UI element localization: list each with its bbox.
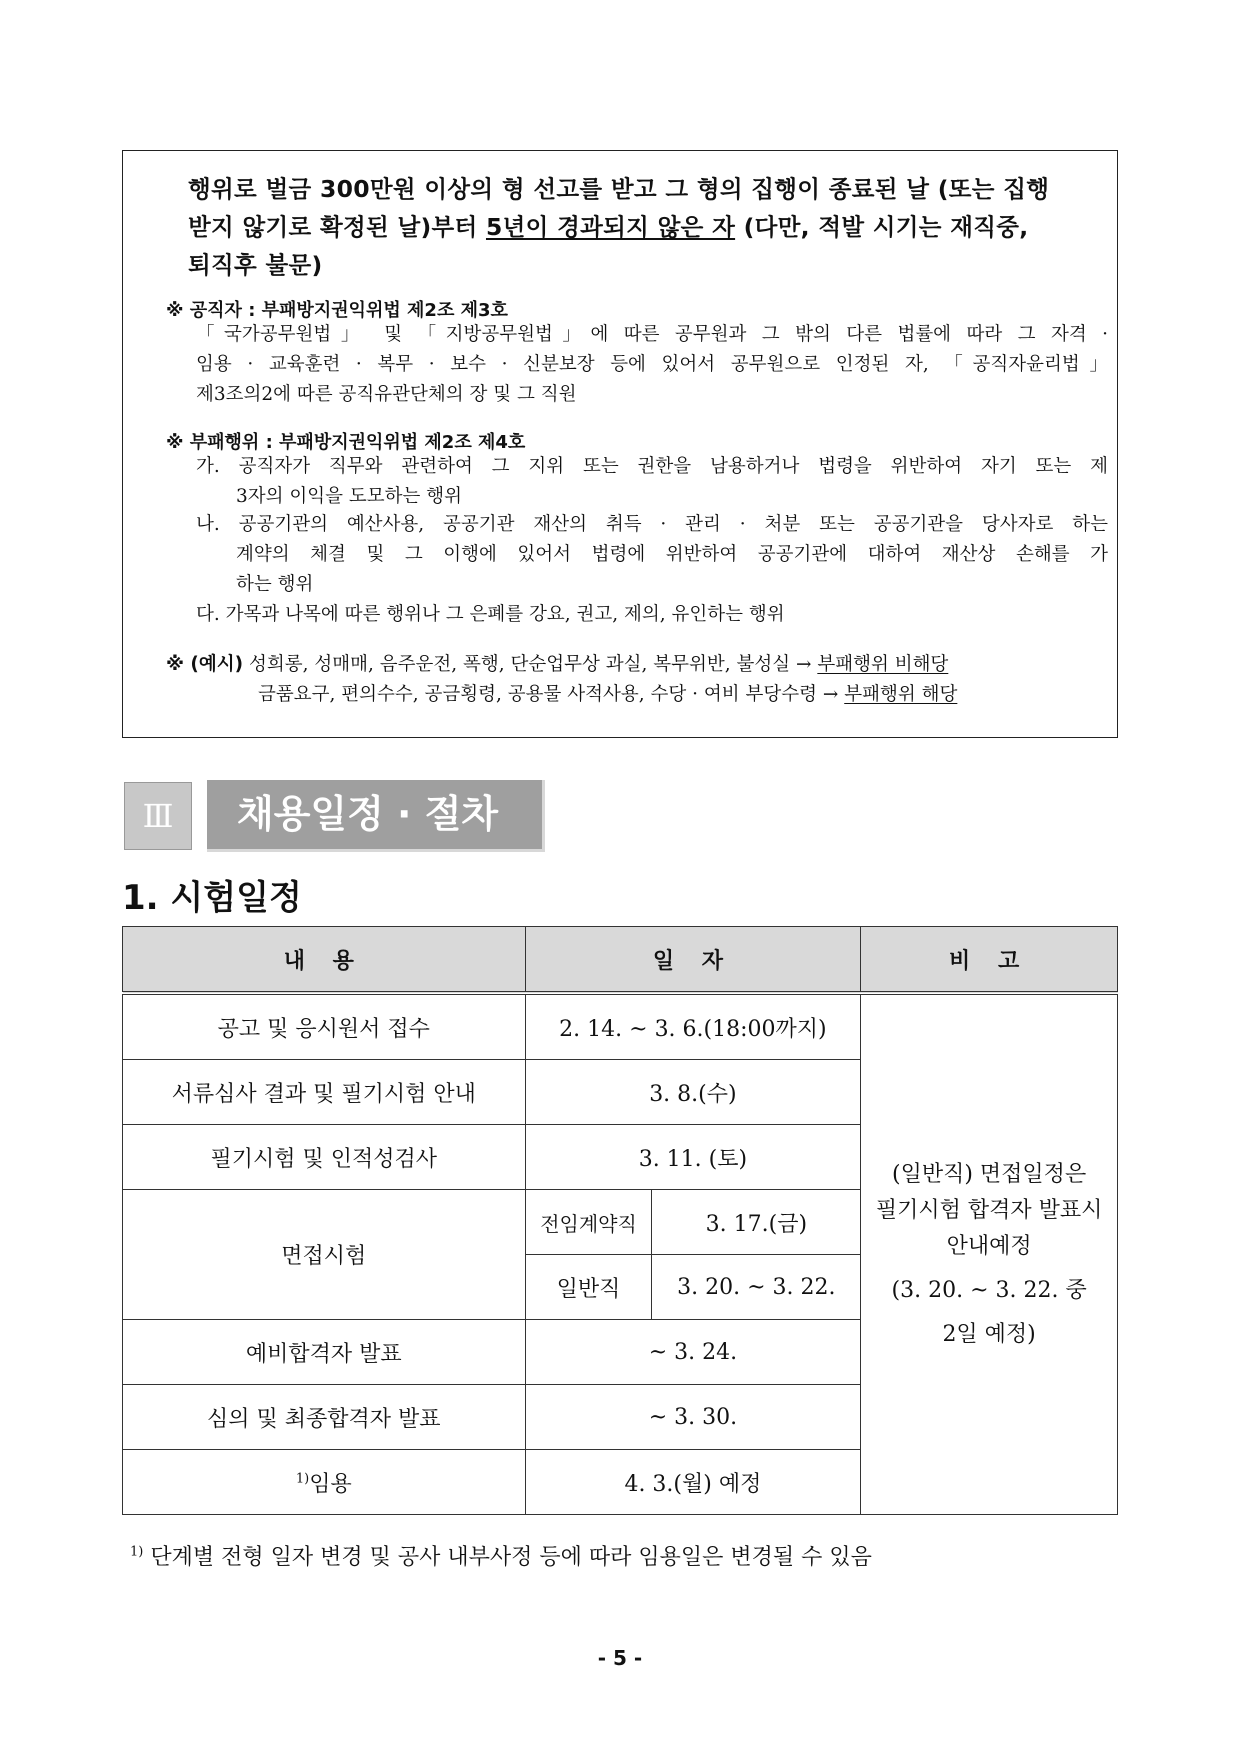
section-title: 채용일정 · 절차 xyxy=(207,780,545,852)
note-corruption-line: 나. 공공기관의 예산사용, 공공기관 재산의 취득 · 관리 · 처분 또는 공공기관을 당사자로 하는 xyxy=(196,514,1108,535)
row-content: 공고 및 응시원서 접수 xyxy=(123,993,526,1060)
header-content: 내 용 xyxy=(123,927,526,994)
row-date: 3. 11. (토) xyxy=(525,1125,861,1190)
row-date: 4. 3.(월) 예정 xyxy=(525,1450,861,1515)
note-public-official-line: 「국가공무원법」 및 「지방공무원법」에 따른 공무원과 그 밖의 다른 법률에 따라 그 자격 · xyxy=(196,324,1108,345)
row-date: ~ 3. 24. xyxy=(525,1320,861,1385)
row-date: 3. 8.(수) xyxy=(525,1060,861,1125)
note-corruption-line: 계약의 체결 및 그 이행에 있어서 법령에 위반하여 공공기관에 대하여 재산상 손해를 가 xyxy=(236,544,1108,565)
interview-type: 전임계약직 xyxy=(525,1190,652,1255)
remarks-cell: (일반직) 면접일정은 필기시험 합격자 발표시 안내예정 (3. 20. ~ 3. 22. 중 2일 예정) xyxy=(861,993,1118,1515)
note-public-official-heading: ※ 공직자 : 부패방지권익위법 제2조 제3호 xyxy=(166,300,508,321)
interview-date: 3. 20. ~ 3. 22. xyxy=(652,1255,861,1320)
footnote: $^{1)}$ 단계별 전형 일자 변경 및 공사 내부사정 등에 따라 임용일은 변경될 수 있음 xyxy=(130,1544,872,1570)
row-content: 면접시험 xyxy=(123,1190,526,1320)
intro-line-3: 퇴직후 불문) xyxy=(188,251,323,279)
row-content: $^{1)}$임용 xyxy=(123,1450,526,1515)
examples-line-1: ※ (예시) 성희롱, 성매매, 음주운전, 폭행, 단순업무상 과실, 복무위반, 불성실 → 부패행위 비해당 xyxy=(166,654,949,675)
subsection-title: 1. 시험일정 xyxy=(122,878,302,918)
row-date: 2. 14. ~ 3. 6.(18:00까지) xyxy=(525,993,861,1060)
examples-line-2: 금품요구, 편의수수, 공금횡령, 공용물 사적사용, 수당 · 여비 부당수령 → 부패행위 해당 xyxy=(258,684,958,705)
note-corruption-line: 가. 공직자가 직무와 관련하여 그 지위 또는 권한을 남용하거나 법령을 위반하여 자기 또는 제 xyxy=(196,456,1108,477)
page-number: - 5 - xyxy=(597,1646,643,1670)
row-content: 서류심사 결과 및 필기시험 안내 xyxy=(123,1060,526,1125)
examples-result-applicable: 부패행위 해당 xyxy=(844,684,958,705)
header-date: 일 자 xyxy=(525,927,861,994)
note-public-official-line: 제3조의2에 따른 공직유관단체의 장 및 그 직원 xyxy=(196,384,577,405)
intro-underlined: 5년이 경과되지 않은 자 xyxy=(485,213,736,241)
intro-line-2: 받지 않기로 확정된 날)부터 5년이 경과되지 않은 자 (다만, 적발 시기는 재직중, xyxy=(188,213,1029,241)
header-remarks: 비 고 xyxy=(861,927,1118,994)
row-content: 필기시험 및 인적성검사 xyxy=(123,1125,526,1190)
row-content: 심의 및 최종합격자 발표 xyxy=(123,1385,526,1450)
note-corruption-line: 3자의 이익을 도모하는 행위 xyxy=(236,486,462,507)
examples-result-not-applicable: 부패행위 비해당 xyxy=(817,654,949,675)
interview-type: 일반직 xyxy=(525,1255,652,1320)
note-corruption-heading: ※ 부패행위 : 부패방지권익위법 제2조 제4호 xyxy=(166,432,526,453)
note-corruption-line: 다. 가목과 나목에 따른 행위나 그 은폐를 강요, 권고, 제의, 유인하는 행위 xyxy=(196,604,785,625)
row-content: 예비합격자 발표 xyxy=(123,1320,526,1385)
note-corruption-line: 하는 행위 xyxy=(236,574,314,595)
row-date: ~ 3. 30. xyxy=(525,1385,861,1450)
section-number: Ⅲ xyxy=(124,782,192,850)
table-row xyxy=(123,993,1118,1060)
table-header-row xyxy=(123,927,1118,994)
interview-date: 3. 17.(금) xyxy=(652,1190,861,1255)
note-public-official-line: 임용 · 교육훈련 · 복무 · 보수 · 신분보장 등에 있어서 공무원으로 인정된 자, 「공직자윤리법」 xyxy=(196,354,1108,375)
examples-label: ※ (예시) xyxy=(166,654,244,675)
intro-paragraph xyxy=(188,170,1108,284)
exam-schedule-table xyxy=(122,926,1118,1515)
intro-line-1: 행위로 벌금 300만원 이상의 형 선고를 받고 그 형의 집행이 종료된 날 (또는 집행 xyxy=(188,175,1050,203)
